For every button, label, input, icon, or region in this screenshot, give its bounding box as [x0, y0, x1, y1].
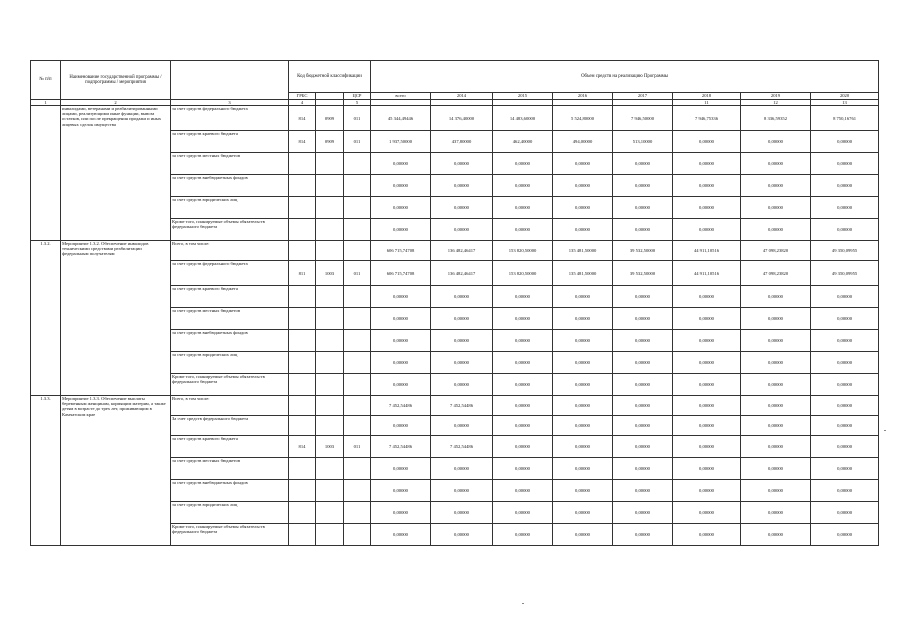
index-cell: 13 — [811, 100, 879, 106]
value-cell: 0,00000 — [811, 153, 879, 175]
row-label: за счет средств внебюджетных фондов — [171, 175, 289, 197]
value-cell: 0,00000 — [431, 308, 493, 330]
value-cell: 0,00000 — [431, 197, 493, 219]
csr-cell: 011 — [344, 261, 371, 286]
value-cell: 606 715,74708 — [371, 241, 431, 261]
value-cell: 0,00000 — [741, 374, 811, 396]
value-cell: 0,00000 — [811, 374, 879, 396]
value-cell: 0,00000 — [493, 352, 553, 374]
row-num: 1.3.2. — [31, 241, 61, 396]
table-row — [31, 241, 879, 261]
value-cell: 44 911,10516 — [673, 241, 741, 261]
value-cell: 0,00000 — [553, 396, 613, 416]
row-label: за счет средств федерального бюджета — [171, 261, 289, 286]
value-cell: 0,00000 — [493, 153, 553, 175]
value-cell: 0,00000 — [741, 416, 811, 436]
value-cell: 0,00000 — [811, 436, 879, 458]
value-cell: 7 946,75336 — [673, 106, 741, 131]
value-cell: 0,00000 — [431, 480, 493, 502]
row-label: Кроме того, планируемые объемы обязательств федерального бюджета — [171, 524, 289, 546]
row-num: 1.3.3. — [31, 396, 61, 546]
value-cell: 0,00000 — [493, 524, 553, 546]
value-cell: 47 098,23820 — [741, 261, 811, 286]
value-cell: 0,00000 — [493, 374, 553, 396]
header-year: 2018 — [673, 93, 741, 100]
value-cell: 0,00000 — [431, 416, 493, 436]
value-cell: 0,00000 — [371, 330, 431, 352]
header-num: № п/п — [31, 61, 61, 100]
table-row — [31, 106, 879, 131]
value-cell: 0,00000 — [673, 352, 741, 374]
value-cell: 0,00000 — [741, 153, 811, 175]
value-cell: 0,00000 — [673, 286, 741, 308]
value-cell: 0,00000 — [493, 219, 553, 241]
value-cell: 7 452,54486 — [371, 396, 431, 416]
header-blank — [316, 93, 344, 100]
value-cell: 0,00000 — [553, 416, 613, 436]
value-cell: 0,00000 — [811, 524, 879, 546]
index-cell: 11 — [673, 100, 741, 106]
value-cell: 0,00000 — [741, 352, 811, 374]
value-cell: 0,00000 — [493, 330, 553, 352]
value-cell: 0,00000 — [371, 219, 431, 241]
value-cell: 0,00000 — [613, 396, 673, 416]
header-csr: ЦСР — [344, 93, 371, 100]
value-cell: 0,00000 — [811, 458, 879, 480]
row-label: за счет средств федерального бюджета — [171, 106, 289, 131]
row-label: Всего, в том числе: — [171, 241, 289, 261]
index-cell: 1 — [31, 100, 61, 106]
grbs-cell: 814 — [289, 106, 316, 131]
value-cell: 153 820,50000 — [493, 261, 553, 286]
value-cell: 0,00000 — [493, 197, 553, 219]
value-cell: 0,00000 — [811, 480, 879, 502]
value-cell: 0,00000 — [673, 436, 741, 458]
value-cell: 0,00000 — [811, 502, 879, 524]
grbs-cell: 814 — [289, 436, 316, 458]
value-cell: 0,00000 — [553, 286, 613, 308]
header-year: 2017 — [613, 93, 673, 100]
csr-cell: 011 — [344, 131, 371, 153]
value-cell: 0,00000 — [811, 416, 879, 436]
header-empty — [171, 61, 289, 100]
value-cell: 0,00000 — [811, 131, 879, 153]
value-cell: 0,00000 — [673, 153, 741, 175]
value-cell: 0,00000 — [371, 374, 431, 396]
value-cell: 0,00000 — [673, 219, 741, 241]
value-cell: 7 452,54486 — [431, 436, 493, 458]
value-cell: 7 452,54486 — [431, 396, 493, 416]
value-cell: 513,10000 — [613, 131, 673, 153]
value-cell: 0,00000 — [553, 197, 613, 219]
value-cell: 0,00000 — [553, 153, 613, 175]
value-cell: 0,00000 — [371, 286, 431, 308]
value-cell: 49 350,09955 — [811, 241, 879, 261]
value-cell: 0,00000 — [811, 330, 879, 352]
value-cell: 0,00000 — [371, 352, 431, 374]
row-name: Мероприятие 1.3.3. Обеспечение выплаты беременным женщинам, кормящим матерям, а также детям в возрасте до трех лет, проживающим в Камчатском крае — [61, 396, 171, 546]
value-cell: 45 344,49446 — [371, 106, 431, 131]
value-cell: 39 532,50000 — [613, 261, 673, 286]
value-cell: 0,00000 — [613, 175, 673, 197]
header-year: 2019 — [741, 93, 811, 100]
value-cell: 135 481,50000 — [553, 241, 613, 261]
grbs-cell: 811 — [289, 261, 316, 286]
value-cell: 7 946,50000 — [613, 106, 673, 131]
value-cell: 0,00000 — [371, 197, 431, 219]
value-cell: 0,00000 — [553, 175, 613, 197]
value-cell: 0,00000 — [741, 396, 811, 416]
value-cell: 39 532,50000 — [613, 241, 673, 261]
value-cell: 14 376,40000 — [431, 106, 493, 131]
value-cell: 0,00000 — [371, 524, 431, 546]
row-label: Кроме того, планируемые объемы обязательств федерального бюджета — [171, 219, 289, 241]
value-cell: 0,00000 — [613, 374, 673, 396]
value-cell: 0,00000 — [613, 286, 673, 308]
table-row — [31, 396, 879, 416]
value-cell: 0,00000 — [493, 502, 553, 524]
value-cell: 0,00000 — [673, 197, 741, 219]
row-label: за счет средств местных бюджетов — [171, 308, 289, 330]
header-total: всего — [371, 93, 431, 100]
value-cell: 0,00000 — [371, 175, 431, 197]
value-cell: 135 481,50000 — [553, 261, 613, 286]
value-cell: 0,00000 — [741, 219, 811, 241]
value-cell: 0,00000 — [673, 131, 741, 153]
value-cell: 606 715,74708 — [371, 261, 431, 286]
value-cell: 0,00000 — [553, 436, 613, 458]
value-cell: 0,00000 — [553, 308, 613, 330]
value-cell: 0,00000 — [673, 374, 741, 396]
row-name: инвалидами, ветеранами и реабилитированными лицами, реализующими иные функции, вывоза остатков, или после прекращения продажи и иных лицевых сделок имущества — [61, 106, 171, 241]
value-cell: 0,00000 — [553, 524, 613, 546]
index-cell: 2 — [61, 100, 171, 106]
value-cell: 0,00000 — [371, 153, 431, 175]
row-name: Мероприятие 1.3.2. Обеспечение инвалидов техническими средствами реабилитации федеральным получателям — [61, 241, 171, 396]
value-cell: 0,00000 — [431, 153, 493, 175]
value-cell: 0,00000 — [741, 458, 811, 480]
value-cell: 0,00000 — [371, 308, 431, 330]
row-label: за счет средств местных бюджетов — [171, 153, 289, 175]
value-cell: 0,00000 — [613, 502, 673, 524]
value-cell: 8 336,59352 — [741, 106, 811, 131]
value-cell: 0,00000 — [431, 352, 493, 374]
index-cell: 3 — [171, 100, 289, 106]
value-cell: 0,00000 — [741, 524, 811, 546]
row-label: за счет средств юридических лиц — [171, 197, 289, 219]
value-cell: 0,00000 — [493, 286, 553, 308]
value-cell: 0,00000 — [741, 308, 811, 330]
value-cell: 0,00000 — [613, 480, 673, 502]
value-cell: 8 750,16761 — [811, 106, 879, 131]
row-label: за счет средств местных бюджетов — [171, 458, 289, 480]
value-cell: 0,00000 — [553, 480, 613, 502]
value-cell: 0,00000 — [673, 458, 741, 480]
value-cell: 0,00000 — [811, 396, 879, 416]
row-label: за счет средств юридических лиц — [171, 352, 289, 374]
value-cell: 0,00000 — [673, 480, 741, 502]
value-cell: 0,00000 — [811, 175, 879, 197]
value-cell: 0,00000 — [613, 308, 673, 330]
value-cell: 0,00000 — [811, 308, 879, 330]
value-cell: 494,00000 — [553, 131, 613, 153]
value-cell: 0,00000 — [493, 416, 553, 436]
row-label: За счет средств федерального бюджета — [171, 416, 289, 436]
row-label: за счет средств внебюджетных фондов — [171, 480, 289, 502]
value-cell: 437,80000 — [431, 131, 493, 153]
rz-cell: 1003 — [316, 436, 344, 458]
header-grbs: ГРБС — [289, 93, 316, 100]
header-budget-code: Код бюджетной классификации — [289, 61, 371, 93]
value-cell: 0,00000 — [371, 480, 431, 502]
value-cell: 0,00000 — [431, 330, 493, 352]
row-num — [31, 106, 61, 241]
grbs-cell: 814 — [289, 131, 316, 153]
value-cell: 0,00000 — [431, 175, 493, 197]
value-cell: 0,00000 — [493, 308, 553, 330]
value-cell: 5 524,80000 — [553, 106, 613, 131]
value-cell: 0,00000 — [431, 286, 493, 308]
index-cell: 4 — [289, 100, 316, 106]
value-cell: 0,00000 — [371, 458, 431, 480]
value-cell: 0,00000 — [613, 197, 673, 219]
header-year: 2016 — [553, 93, 613, 100]
value-cell: 14 483,60000 — [493, 106, 553, 131]
value-cell: 0,00000 — [553, 219, 613, 241]
value-cell: 0,00000 — [811, 219, 879, 241]
value-cell: 0,00000 — [493, 396, 553, 416]
value-cell: 0,00000 — [613, 458, 673, 480]
value-cell: 7 452,54486 — [371, 436, 431, 458]
value-cell: 0,00000 — [811, 197, 879, 219]
header-year: 2020 — [811, 93, 879, 100]
rz-cell: 0909 — [316, 131, 344, 153]
value-cell: 0,00000 — [741, 286, 811, 308]
value-cell: 0,00000 — [741, 480, 811, 502]
value-cell: 0,00000 — [431, 502, 493, 524]
value-cell: 0,00000 — [613, 436, 673, 458]
index-cell: 12 — [741, 100, 811, 106]
scan-speck — [522, 603, 524, 604]
value-cell: 0,00000 — [673, 330, 741, 352]
value-cell: 136 482,46417 — [431, 241, 493, 261]
value-cell: 0,00000 — [673, 308, 741, 330]
row-label: за счет средств краевого бюджета — [171, 131, 289, 153]
value-cell: 462,40000 — [493, 131, 553, 153]
csr-cell: 011 — [344, 106, 371, 131]
value-cell: 0,00000 — [553, 502, 613, 524]
value-cell: 0,00000 — [741, 436, 811, 458]
value-cell: 0,00000 — [553, 330, 613, 352]
value-cell: 0,00000 — [371, 416, 431, 436]
row-label: Всего, в том числе: — [171, 396, 289, 416]
row-label: за счет средств краевого бюджета — [171, 286, 289, 308]
header-year: 2015 — [493, 93, 553, 100]
value-cell: 0,00000 — [431, 219, 493, 241]
value-cell: 0,00000 — [613, 330, 673, 352]
value-cell: 0,00000 — [673, 396, 741, 416]
value-cell: 0,00000 — [553, 374, 613, 396]
value-cell: 0,00000 — [673, 502, 741, 524]
row-label: Кроме того, планируемые объемы обязательств федерального бюджета — [171, 374, 289, 396]
value-cell: 0,00000 — [741, 197, 811, 219]
value-cell: 0,00000 — [431, 458, 493, 480]
value-cell: 0,00000 — [613, 219, 673, 241]
value-cell: 0,00000 — [493, 480, 553, 502]
header-row-1 — [31, 61, 879, 93]
rz-cell: 0909 — [316, 106, 344, 131]
value-cell: 0,00000 — [673, 524, 741, 546]
value-cell: 0,00000 — [493, 175, 553, 197]
row-label: за счет средств краевого бюджета — [171, 436, 289, 458]
scan-speck — [884, 430, 886, 431]
row-label: за счет средств юридических лиц — [171, 502, 289, 524]
value-cell: 0,00000 — [553, 352, 613, 374]
value-cell: 0,00000 — [613, 416, 673, 436]
value-cell: 0,00000 — [741, 131, 811, 153]
value-cell: 0,00000 — [553, 458, 613, 480]
value-cell: 0,00000 — [613, 153, 673, 175]
value-cell: 44 911,10516 — [673, 261, 741, 286]
value-cell: 0,00000 — [673, 416, 741, 436]
value-cell: 0,00000 — [431, 374, 493, 396]
csr-cell: 011 — [344, 436, 371, 458]
value-cell: 0,00000 — [493, 436, 553, 458]
value-cell: 0,00000 — [613, 352, 673, 374]
rz-cell: 1003 — [316, 261, 344, 286]
value-cell: 0,00000 — [371, 502, 431, 524]
budget-table — [30, 60, 879, 546]
value-cell: 153 820,50000 — [493, 241, 553, 261]
value-cell: 49 350,09955 — [811, 261, 879, 286]
value-cell: 0,00000 — [811, 352, 879, 374]
value-cell: 0,00000 — [613, 524, 673, 546]
value-cell: 1 937,50000 — [371, 131, 431, 153]
value-cell: 136 482,46417 — [431, 261, 493, 286]
header-volume: Объем средств на реализацию Программы — [371, 61, 879, 93]
value-cell: 0,00000 — [741, 175, 811, 197]
value-cell: 0,00000 — [673, 175, 741, 197]
header-year: 2014 — [431, 93, 493, 100]
header-name: Наименование государственной программы / подпрограммы / мероприятия — [61, 61, 171, 100]
value-cell: 0,00000 — [493, 458, 553, 480]
index-cell: 5 — [344, 100, 371, 106]
value-cell: 0,00000 — [741, 502, 811, 524]
value-cell: 0,00000 — [431, 524, 493, 546]
value-cell: 0,00000 — [741, 330, 811, 352]
value-cell: 0,00000 — [811, 286, 879, 308]
value-cell: 47 098,23820 — [741, 241, 811, 261]
row-label: за счет средств внебюджетных фондов — [171, 330, 289, 352]
